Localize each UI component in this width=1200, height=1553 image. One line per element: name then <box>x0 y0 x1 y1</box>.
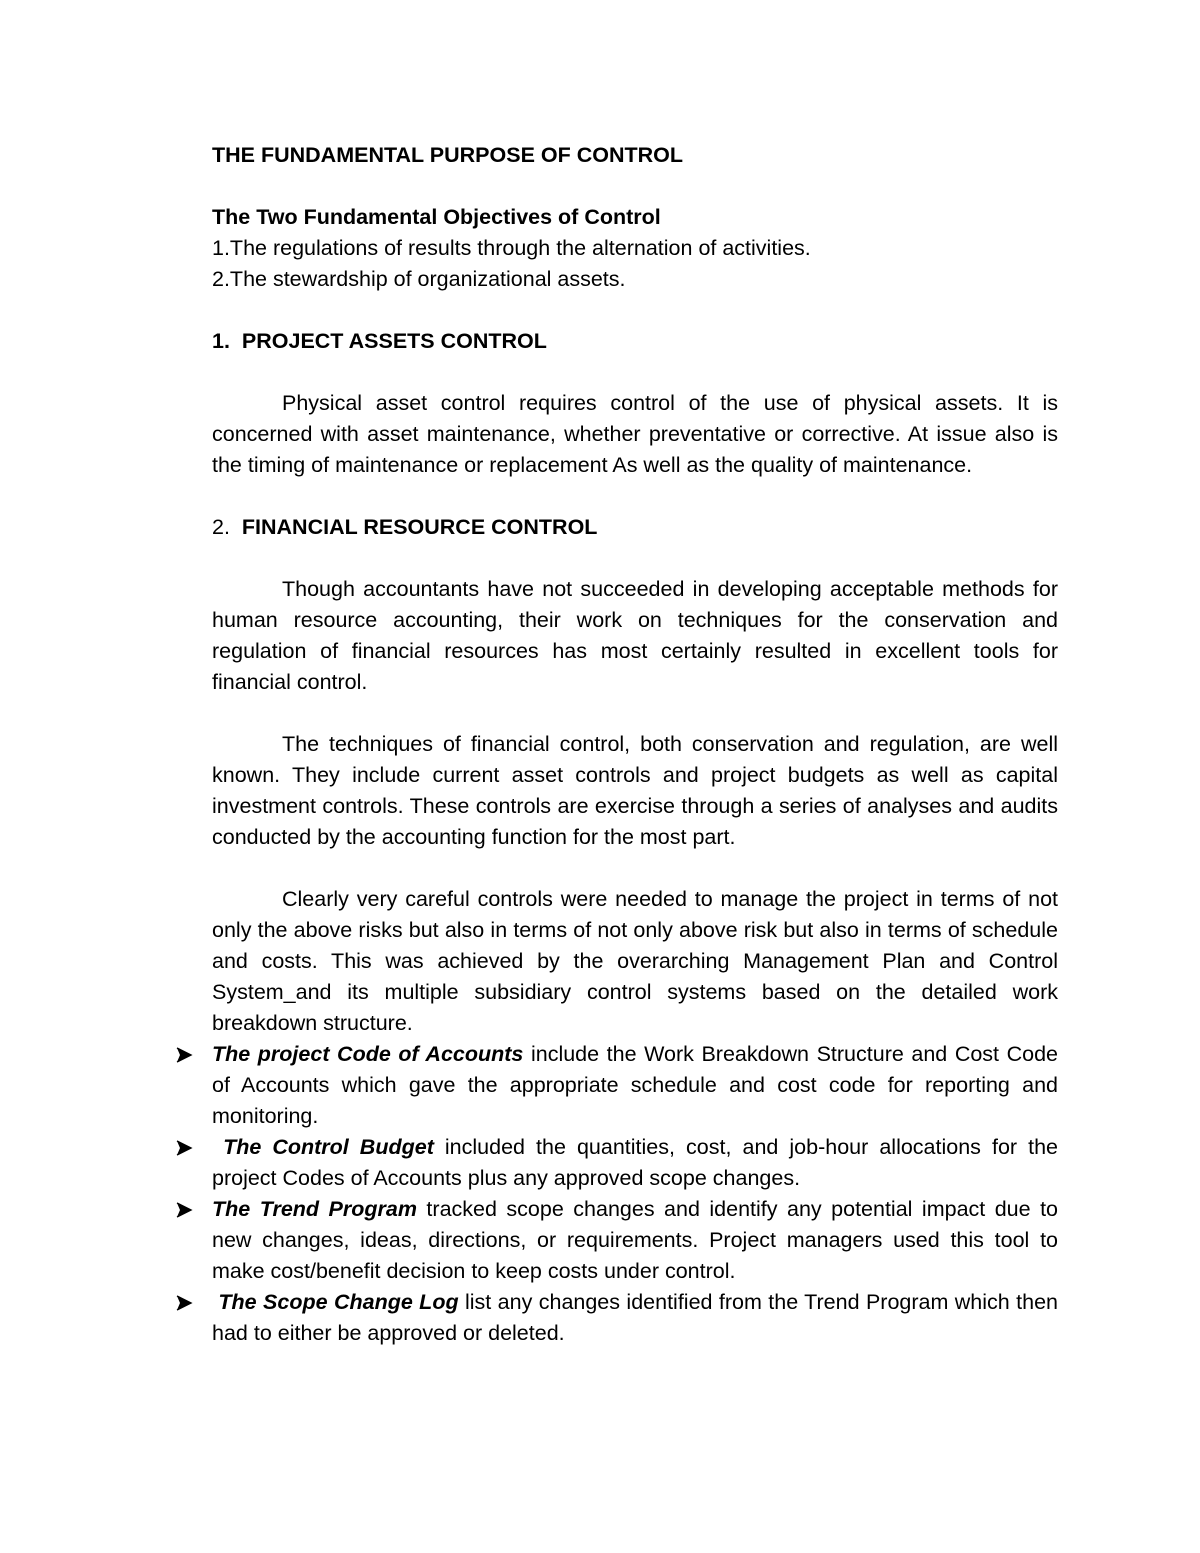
section-1-number: 1. <box>212 329 230 353</box>
section-2-heading <box>212 512 1058 543</box>
bullet-term: The Trend Program <box>212 1197 417 1221</box>
objective-item-2: 2.The stewardship of organizational assets. <box>212 267 626 291</box>
section-1-title: PROJECT ASSETS CONTROL <box>241 329 547 353</box>
objectives-heading: The Two Fundamental Objectives of Control <box>212 205 661 229</box>
list-item <box>212 1039 1058 1132</box>
arrow-bullet-icon <box>174 1132 194 1163</box>
section-1-paragraph: Physical asset control requires control of the use of physical assets. It is concerned with asset maintenance, whether preventative or corrective. At issue also is the timing of maintenance or replacement As well as the quality of maintenance. <box>212 391 1058 477</box>
section-2-paragraph-1: Though accountants have not succeeded in developing acceptable methods for human resource accounting, their work on techniques for the conservation and regulation of financial resources has most certainly resulted in excellent tools for financial control. <box>212 577 1058 694</box>
arrow-bullet-icon <box>174 1194 194 1225</box>
document-title: THE FUNDAMENTAL PURPOSE OF CONTROL <box>212 143 684 167</box>
control-systems-list <box>212 1039 1058 1349</box>
section-2-title: FINANCIAL RESOURCE CONTROL <box>241 515 598 539</box>
list-item <box>212 1287 1058 1349</box>
list-item <box>212 1132 1058 1194</box>
section-2-paragraph-3: Clearly very careful controls were needed to manage the project in terms of not only the above risks but also in terms of not only above risk but also in terms of schedule and costs. This was achieved by the overarching Management Plan and Control System_and its multiple subsidiary control systems based on the detailed work breakdown structure. <box>212 887 1058 1035</box>
document-page <box>212 140 1058 1349</box>
bullet-text: included the quantities, cost, and job-hour allocations for the project Codes of Accounts plus any approved scope changes. <box>212 1135 1059 1190</box>
section-2-paragraph-2: The techniques of financial control, both conservation and regulation, are well known. They include current asset controls and project budgets as well as capital investment controls. These controls are exercise through a series of analyses and audits conducted by the accounting function for the most part. <box>212 732 1058 849</box>
arrow-bullet-icon <box>174 1287 194 1318</box>
bullet-text: tracked scope changes and identify any potential impact due to new changes, ideas, directions, or requirements. Project managers used this tool to make cost/benefit decision to keep costs under control. <box>212 1197 1059 1283</box>
bullet-term: The project Code of Accounts <box>212 1042 524 1066</box>
bullet-term: The Scope Change Log <box>218 1290 459 1314</box>
list-item <box>212 1194 1058 1287</box>
bullet-text: list any changes identified from the Trend Program which then had to either be approved or deleted. <box>212 1290 1058 1345</box>
bullet-text: include the Work Breakdown Structure and Cost Code of Accounts which gave the appropriate schedule and cost code for reporting and monitoring. <box>212 1042 1058 1128</box>
arrow-bullet-icon <box>174 1039 194 1070</box>
section-2-number: 2. <box>212 515 230 539</box>
section-1-heading <box>212 326 1058 357</box>
bullet-term: The Control Budget <box>223 1135 434 1159</box>
objective-item-1: 1.The regulations of results through the alternation of activities. <box>212 236 811 260</box>
